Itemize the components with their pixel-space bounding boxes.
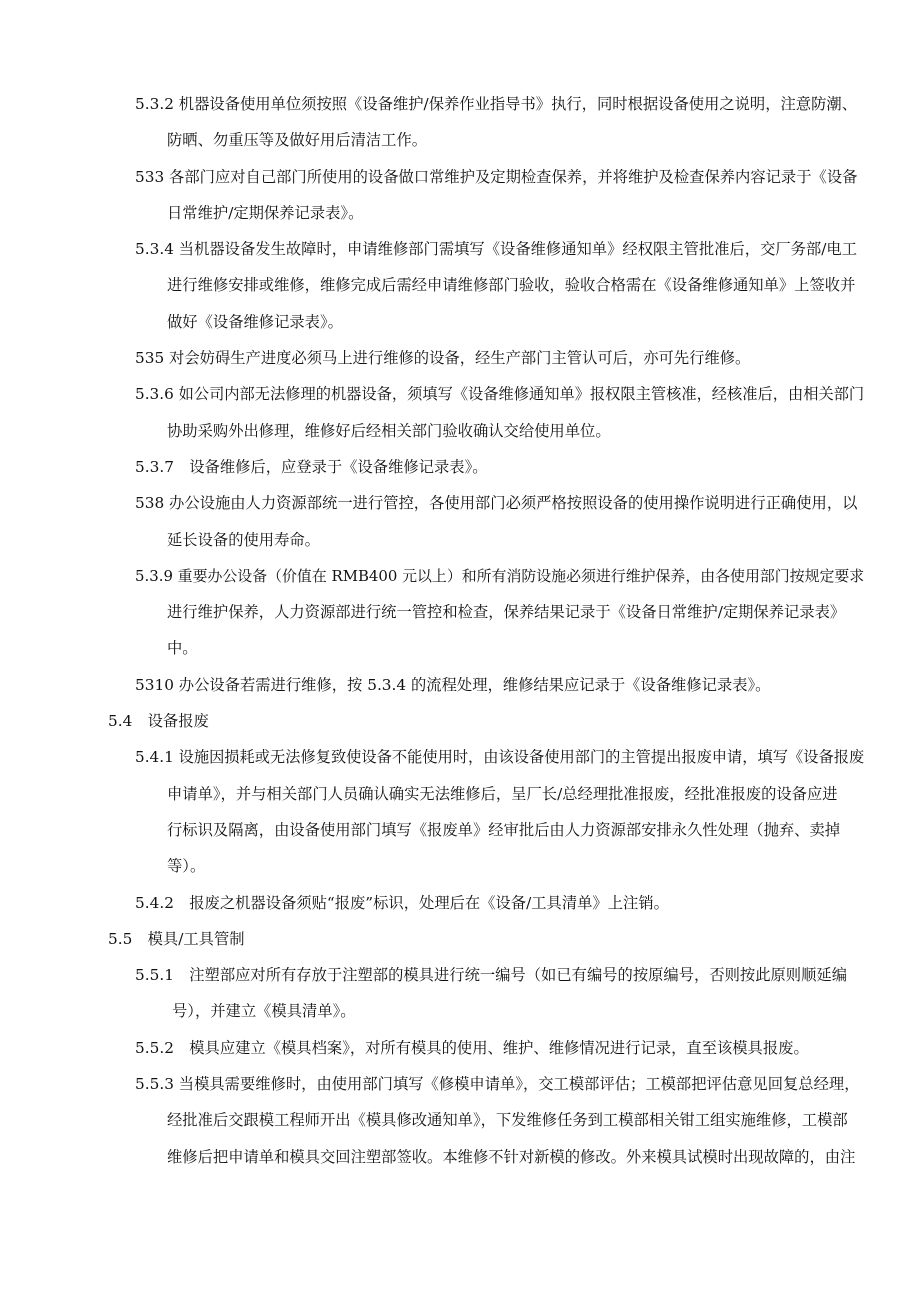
- paragraph-line: 5.3.9 重要办公设备（价值在 RMB400 元以上）和所有消防设施必须进行维护保养，由各使用部门按规定要求: [135, 567, 865, 585]
- paragraph-line: 申请单》，并与相关部门人员确认确实无法维修后，呈厂长/总经理批准报废，经批准报废的设备应进: [167, 785, 838, 803]
- paragraph-line: 533 各部门应对自己部门所使用的设备做口常维护及定期检查保养，并将维护及检查保养内容记录于《设备: [135, 168, 858, 186]
- paragraph-line: 5.4.2 报废之机器设备须贴“报废”标识，处理后在《设备/工具清单》上注销。: [135, 894, 669, 912]
- paragraph-line: 协助采购外出修理，维修好后经相关部门验收确认交给使用单位。: [167, 422, 611, 440]
- paragraph-line: 5.5.3 当模具需要维修时，由使用部门填写《修模申请单》，交工模部评估；工模部把评估意见回复总经理，: [135, 1075, 860, 1093]
- section-heading: 5.5 模具/工具管制: [108, 930, 245, 948]
- paragraph-line: 日常维护/定期保养记录表》。: [167, 204, 364, 222]
- paragraph-line: 做好《设备维修记录表》。: [167, 313, 343, 331]
- paragraph-line: 5.3.7 设备维修后，应登录于《设备维修记录表》。: [135, 458, 488, 476]
- paragraph-line: 维修后把申请单和模具交回注塑部签收。本维修不针对新模的修改。外来模具试模时出现故障的，由注: [167, 1148, 856, 1166]
- paragraph-line: 中。: [167, 639, 198, 657]
- paragraph-line: 进行维修安排或维修，维修完成后需经申请维修部门验收，验收合格需在《设备维修通知单》上签收并: [167, 276, 856, 294]
- paragraph-line: 等）。: [167, 857, 206, 875]
- paragraph-line: 经批准后交跟模工程师开出《模具修改通知单》，下发维修任务到工模部相关钳工组实施维修，工模部: [167, 1111, 848, 1129]
- section-heading: 5.4 设备报废: [108, 712, 209, 730]
- paragraph-line: 5.3.2 机器设备使用单位须按照《设备维护/保养作业指导书》执行，同时根据设备使用之说明，注意防潮、: [135, 95, 858, 113]
- paragraph-line: 号），并建立《模具清单》。: [172, 1002, 356, 1020]
- paragraph-line: 5.3.6 如公司内部无法修理的机器设备，须填写《设备维修通知单》报权限主管核准，经核准后，由相关部门: [135, 385, 865, 403]
- paragraph-line: 延长设备的使用寿命。: [167, 531, 320, 549]
- paragraph-line: 538 办公设施由人力资源部统一进行管控，各使用部门必须严格按照设备的使用操作说明进行正确使用，以: [135, 494, 858, 512]
- paragraph-line: 进行维护保养，人力资源部进行统一管控和检查，保养结果记录于《设备日常维护/定期保养记录表》: [167, 603, 846, 621]
- paragraph-line: 5310 办公设备若需进行维修，按 5.3.4 的流程处理，维修结果应记录于《设备维修记录表》。: [135, 676, 771, 694]
- paragraph-line: 5.3.4 当机器设备发生故障时，申请维修部门需填写《设备维修通知单》经权限主管批准后，交厂务部/电工: [135, 240, 858, 258]
- paragraph-line: 5.5.2 模具应建立《模具档案》，对所有模具的使用、维护、维修情况进行记录，直至该模具报废。: [135, 1039, 809, 1057]
- paragraph-line: 行标识及隔离，由设备使用部门填写《报废单》经审批后由人力资源部安排永久性处理（抛弃、卖掉: [167, 821, 841, 839]
- paragraph-line: 5.5.1 注塑部应对所有存放于注塑部的模具进行统一编号（如已有编号的按原编号，否则按此原则顺延编: [135, 966, 847, 984]
- paragraph-line: 5.4.1 设施因损耗或无法修复致使设备不能使用时，由该设备使用部门的主管提出报废申请，填写《设备报废: [135, 748, 865, 766]
- paragraph-line: 535 对会妨碍生产进度必须马上进行维修的设备，经生产部门主管认可后，亦可先行维修。: [135, 349, 751, 367]
- paragraph-line: 防晒、勿重压等及做好用后清洁工作。: [167, 131, 428, 149]
